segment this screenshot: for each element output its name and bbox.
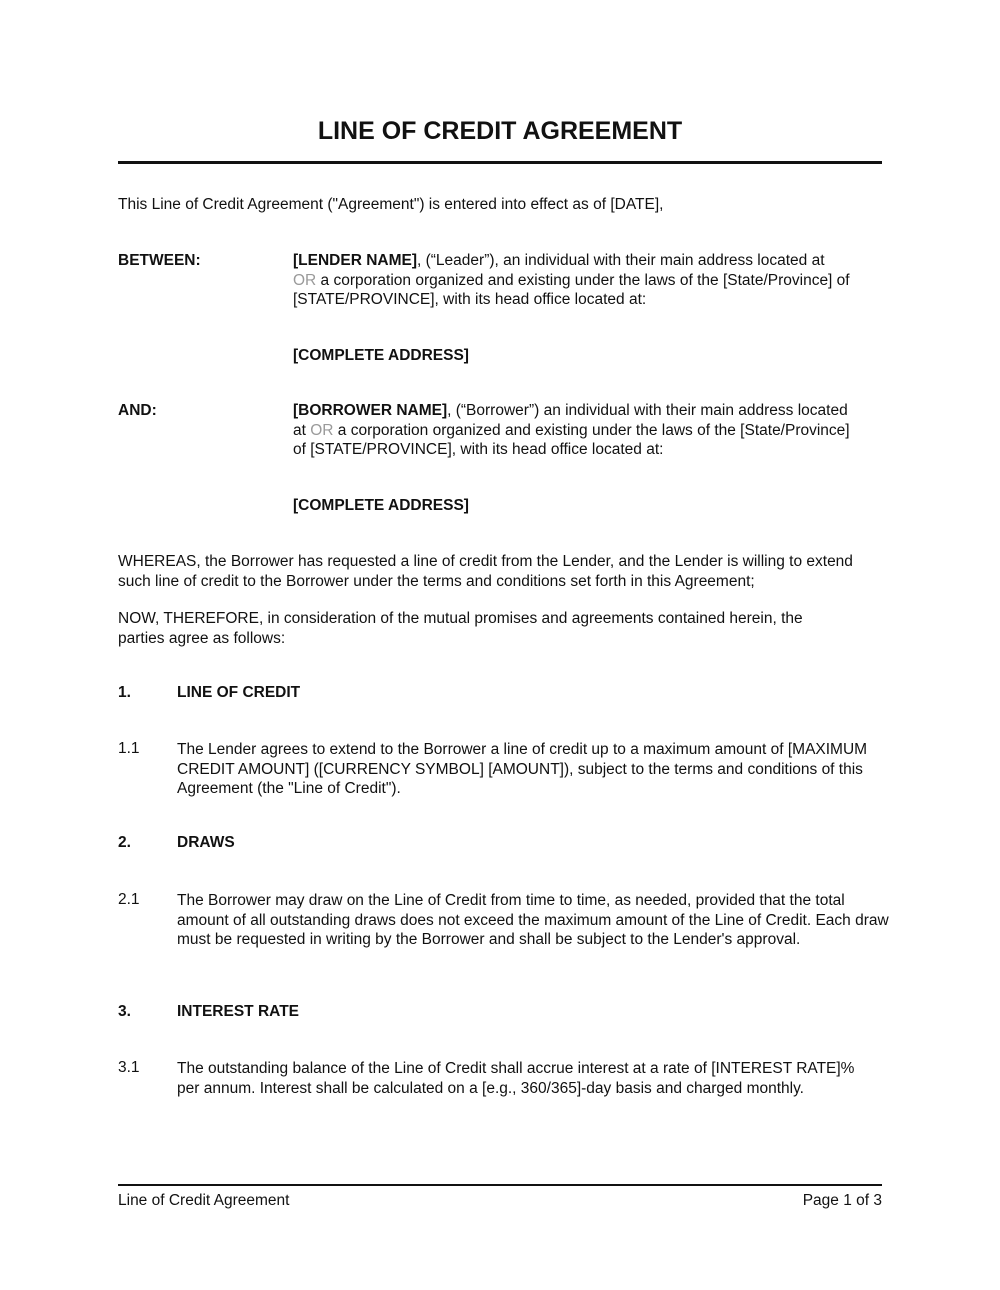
- and-label: AND:: [118, 402, 157, 419]
- section-title: DRAWS: [177, 834, 235, 851]
- footer-page-number: Page 1 of 3: [802, 1192, 882, 1209]
- section-title: INTEREST RATE: [177, 1003, 299, 1020]
- borrower-line3: of [STATE/PROVINCE], with its head office located at:: [293, 441, 664, 458]
- title-divider: [118, 161, 882, 164]
- lender-block: [293, 251, 888, 310]
- clause-text: The Lender agrees to extend to the Borrower a line of credit up to a maximum amount of [MAXIMUM CREDIT AMOUNT] ([CURRENCY SYMBOL] [AMOUNT]), subject to the terms and conditions of this Agreement (the "Line of Credit").: [177, 741, 868, 797]
- clause-number: 2.1: [118, 891, 140, 908]
- between-label: BETWEEN:: [118, 252, 201, 269]
- borrower-line2: a corporation organized and existing under the laws of the [State/Province]: [333, 421, 850, 439]
- clause-text: The outstanding balance of the Line of Credit shall accrue interest at a rate of [INTEREST RATE]% per annum. Interest shall be calculated on a [e.g., 360/365]-day basis and charged monthly.: [177, 1060, 855, 1097]
- clause-text: The Borrower may draw on the Line of Credit from time to time, as needed, provided that the total amount of all outstanding draws does not exceed the maximum amount of the Line of Credit. Each draw must be requested in writing by the Borrower and shall be subject to the Lender's approval.: [177, 892, 889, 948]
- lender-line2: a corporation organized and existing under the laws of the [State/Province] of: [316, 271, 850, 289]
- or-alternative: OR: [310, 421, 334, 439]
- clause-number: 1.1: [118, 740, 140, 757]
- intro-paragraph: This Line of Credit Agreement ("Agreement") is entered into effect as of [DATE],: [118, 196, 664, 213]
- lender-address: [COMPLETE ADDRESS]: [293, 347, 469, 364]
- now-therefore-paragraph: NOW, THEREFORE, in consideration of the mutual promises and agreements contained herein, the parties agree as follows:: [118, 610, 803, 647]
- borrower-name: [BORROWER NAME]: [293, 402, 448, 419]
- borrower-address: [COMPLETE ADDRESS]: [293, 497, 469, 514]
- lender-name: [LENDER NAME]: [293, 252, 417, 269]
- lender-line3: [STATE/PROVINCE], with its head office located at:: [293, 291, 647, 308]
- section-number: 3.: [118, 1003, 131, 1020]
- lender-line1: , (“Leader”), an individual with their main address located at: [417, 252, 825, 269]
- section-number: 2.: [118, 834, 131, 851]
- document-title: LINE OF CREDIT AGREEMENT: [317, 117, 683, 145]
- or-alternative: OR: [293, 271, 317, 289]
- borrower-line1: , (“Borrower”) an individual with their main address located: [447, 402, 848, 419]
- footer-divider: [118, 1184, 882, 1186]
- clause-number: 3.1: [118, 1059, 140, 1076]
- footer-document-name: Line of Credit Agreement: [118, 1192, 290, 1209]
- whereas-paragraph: WHEREAS, the Borrower has requested a line of credit from the Lender, and the Lender is willing to extend such line of credit to the Borrower under the terms and conditions set forth in this Agreement;: [118, 553, 853, 590]
- section-title: LINE OF CREDIT: [177, 684, 301, 701]
- section-number: 1.: [118, 684, 131, 701]
- borrower-line2-pre: at: [293, 421, 311, 439]
- borrower-block: [293, 401, 888, 460]
